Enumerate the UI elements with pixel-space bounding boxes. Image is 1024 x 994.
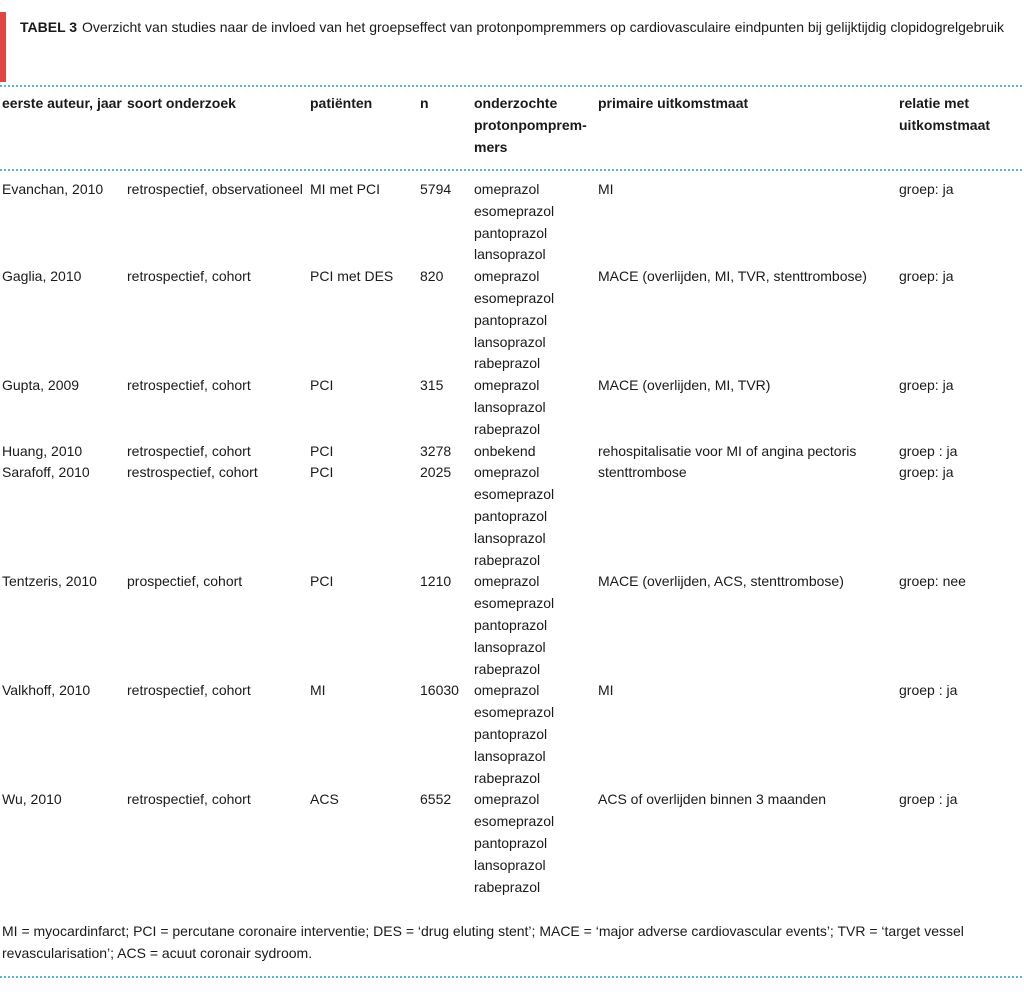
cell-author: Sarafoff, 2010 [2,464,90,481]
cell-author: Gupta, 2009 [2,377,80,394]
cell-patients: ACS [310,791,339,808]
ppi-item: rabeprazol [474,769,541,786]
cell-ppis [474,571,598,680]
cell-type: restrospectief, cohort [127,464,258,481]
cell-relation: groep : ja [899,791,958,808]
cell-outcome: rehospitalisatie voor MI of angina pectoris [598,442,857,459]
ppi-item: lansoprazol [474,638,546,655]
col-header-n: n [420,95,429,111]
top-divider [0,85,1022,87]
cell-outcome: ACS of overlijden binnen 3 maanden [598,791,827,808]
ppi-item: pantoprazol [474,725,548,742]
cell-n: 5794 [420,181,452,197]
cell-type: retrospectief, cohort [127,442,251,459]
header-row [2,93,1022,171]
ppi-item: pantoprazol [474,224,548,241]
table-row [2,462,1022,571]
ppi-item: lansoprazol [474,246,546,263]
table-row [2,571,1022,680]
col-header-patients: patiënten [310,95,373,111]
cell-n: 1210 [420,573,452,590]
table-row [2,266,1022,375]
caption-text: Overzicht van studies naar de invloed van het groepseffect van protonpompremmers op cardiovasculaire eindpunten bij gelijktijdig clopidogrelgebruik [82,19,1004,35]
cell-relation: groep: ja [899,181,954,197]
cell-relation: groep: ja [899,464,954,481]
footnote: MI = myocardinfarct; PCI = percutane coronaire interventie; DES = ‘drug eluting stent’; MACE = ‘major adverse cardiovascular events’; TVR = ‘target vessel revascularisation’; ACS = acuut coronair sydroom. [2,923,964,961]
studies-table [2,93,1022,898]
cell-author: Valkhoff, 2010 [2,682,91,699]
ppi-item: omeprazol [474,682,540,699]
ppi-item: esomeprazol [474,486,555,503]
ppi-item: rabeprazol [474,551,541,568]
cell-outcome: MI [598,181,614,197]
cell-patients: PCI [310,573,334,590]
ppi-item: esomeprazol [474,595,555,612]
ppi-item: rabeprazol [474,355,541,372]
cell-author: Wu, 2010 [2,791,62,808]
table-row [2,375,1022,440]
ppi-item: lansoprazol [474,747,546,764]
ppi-item: pantoprazol [474,616,548,633]
cell-n: 820 [420,268,444,285]
cell-relation: groep: ja [899,268,954,285]
cell-author: Gaglia, 2010 [2,268,82,285]
cell-patients: PCI [310,442,334,459]
cell-n: 16030 [420,682,459,699]
ppi-item: pantoprazol [474,834,548,851]
ppi-item: esomeprazol [474,704,555,721]
cell-relation: groep: ja [899,377,954,394]
cell-patients: MI [310,682,326,699]
caption-label: TABEL 3 [20,19,78,35]
ppi-item: rabeprazol [474,420,541,437]
cell-ppis [474,266,598,375]
ppi-item: pantoprazol [474,507,548,524]
ppi-item: omeprazol [474,464,540,481]
cell-ppis [474,171,598,266]
col-header-ppis: onderzochte protonpomprem-mers [474,95,587,155]
cell-ppis [474,441,598,463]
cell-ppis [474,789,598,898]
table-row [2,441,1022,463]
cell-outcome: MACE (overlijden, MI, TVR) [598,377,771,394]
cell-n: 315 [420,377,444,394]
col-header-outcome: primaire uitkomstmaat [598,95,749,111]
ppi-item: pantoprazol [474,311,548,328]
ppi-item: lansoprazol [474,398,546,415]
cell-n: 2025 [420,464,452,481]
cell-ppis [474,375,598,440]
cell-relation: groep: nee [899,573,966,590]
ppi-item: omeprazol [474,181,540,197]
table-caption [0,12,1010,82]
bottom-divider [0,976,1022,978]
cell-patients: MI met PCI [310,181,381,197]
ppi-item: omeprazol [474,377,540,394]
table-row [2,789,1022,898]
cell-n: 3278 [420,442,452,459]
cell-type: prospectief, cohort [127,573,243,590]
col-header-author: eerste auteur, jaar [2,95,122,111]
cell-relation: groep : ja [899,682,958,699]
cell-relation: groep : ja [899,442,958,459]
cell-n: 6552 [420,791,452,808]
cell-patients: PCI met DES [310,268,394,285]
table-row [2,171,1022,266]
ppi-item: esomeprazol [474,813,555,830]
cell-type: retrospectief, observationeel [127,181,303,197]
cell-type: retrospectief, cohort [127,377,251,394]
cell-author: Evanchan, 2010 [2,181,104,197]
cell-author: Huang, 2010 [2,442,83,459]
cell-author: Tentzeris, 2010 [2,573,97,590]
cell-patients: PCI [310,464,334,481]
cell-outcome: stenttrombose [598,464,687,481]
cell-type: retrospectief, cohort [127,268,251,285]
cell-outcome: MACE (overlijden, MI, TVR, stenttrombose) [598,268,867,285]
ppi-item: lansoprazol [474,529,546,546]
cell-type: retrospectief, cohort [127,791,251,808]
ppi-item: rabeprazol [474,660,541,677]
ppi-item: lansoprazol [474,333,546,350]
ppi-item: rabeprazol [474,878,541,895]
col-header-relation: relatie met uitkomstmaat [899,95,991,133]
cell-type: retrospectief, cohort [127,682,251,699]
ppi-item: esomeprazol [474,289,555,306]
ppi-item: esomeprazol [474,202,555,219]
ppi-item: omeprazol [474,791,540,808]
cell-ppis [474,680,598,789]
cell-outcome: MACE (overlijden, ACS, stenttrombose) [598,573,844,590]
cell-ppis [474,462,598,571]
cell-patients: PCI [310,377,334,394]
table-row [2,680,1022,789]
ppi-item: omeprazol [474,268,540,285]
ppi-item: onbekend [474,442,536,459]
cell-outcome: MI [598,682,614,699]
ppi-item: lansoprazol [474,856,546,873]
ppi-item: omeprazol [474,573,540,590]
col-header-type: soort onderzoek [127,95,236,111]
